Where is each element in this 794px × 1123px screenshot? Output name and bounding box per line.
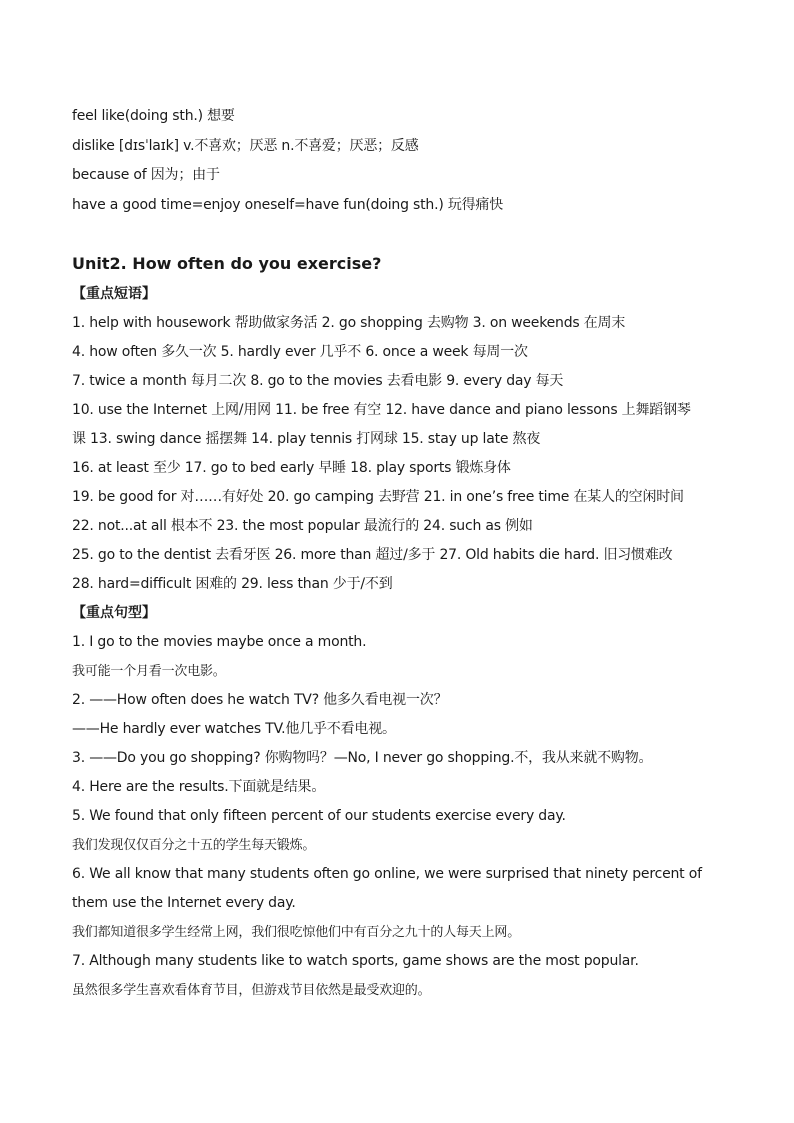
sentence-translation: 我可能一个月看一次电影。	[72, 664, 226, 679]
sentence-line: them use the Internet every day.	[72, 895, 296, 911]
phrase-line: 7. twice a month 每月二次 8. go to the movies 去看电影 9. every day 每天	[72, 373, 564, 389]
phrases-section-label: 【重点短语】	[72, 286, 156, 302]
phrase-line: 4. how often 多久一次 5. hardly ever 几乎不 6. once a week 每周一次	[72, 344, 528, 360]
vocab-line: feel like(doing sth.) 想要	[72, 108, 235, 124]
sentence-line: 3. ——Do you go shopping? 你购物吗？—No, I never go shopping.不，我从来就不购物。	[72, 750, 653, 766]
sentence-line: 4. Here are the results.下面就是结果。	[72, 779, 326, 795]
sentences-section-label: 【重点句型】	[72, 605, 156, 621]
vocab-line: because of 因为；由于	[72, 167, 220, 183]
phrase-line: 28. hard=difficult 困难的 29. less than 少于/不到	[72, 576, 393, 592]
sentence-translation: 我们发现仅仅百分之十五的学生每天锻炼。	[72, 838, 316, 853]
unit-title: Unit2. How often do you exercise?	[72, 254, 382, 273]
sentence-line: 1. I go to the movies maybe once a month.	[72, 634, 367, 650]
document-page	[72, 102, 732, 1005]
phrase-line: 25. go to the dentist 去看牙医 26. more than 超过/多于 27. Old habits die hard. 旧习惯难改	[72, 547, 673, 563]
sentence-line: 7. Although many students like to watch sports, game shows are the most popular.	[72, 953, 639, 969]
phrase-line: 1. help with housework 帮助做家务活 2. go shopping 去购物 3. on weekends 在周末	[72, 315, 626, 331]
phrase-line: 16. at least 至少 17. go to bed early 早睡 18. play sports 锻炼身体	[72, 460, 511, 476]
section-gap	[72, 220, 732, 248]
sentence-translation: 我们都知道很多学生经常上网，我们很吃惊他们中有百分之九十的人每天上网。	[72, 925, 521, 940]
sentence-line: 2. ——How often does he watch TV? 他多久看电视一次？	[72, 692, 448, 708]
phrase-line: 19. be good for 对……有好处 20. go camping 去野营 21. in one’s free time 在某人的空闲时间	[72, 489, 684, 505]
vocab-line: dislike [dɪsˈlaɪk] v.不喜欢；厌恶 n.不喜爱；厌恶；反感	[72, 137, 419, 154]
sentence-line: ——He hardly ever watches TV.他几乎不看电视。	[72, 721, 396, 737]
sentence-line: 6. We all know that many students often go online, we were surprised that ninety percent of	[72, 866, 702, 882]
sentence-translation: 虽然很多学生喜欢看体育节目，但游戏节目依然是最受欢迎的。	[72, 983, 431, 998]
phrase-line: 10. use the Internet 上网/用网 11. be free 有空 12. have dance and piano lessons 上舞蹈钢琴	[72, 402, 691, 418]
phrase-line: 22. not...at all 根本不 23. the most popular 最流行的 24. such as 例如	[72, 518, 533, 534]
phrase-line: 课 13. swing dance 摇摆舞 14. play tennis 打网球 15. stay up late 熬夜	[72, 431, 541, 447]
sentence-line: 5. We found that only fifteen percent of our students exercise every day.	[72, 808, 566, 824]
vocab-line: have a good time=enjoy oneself=have fun(doing sth.) 玩得痛快	[72, 196, 504, 213]
